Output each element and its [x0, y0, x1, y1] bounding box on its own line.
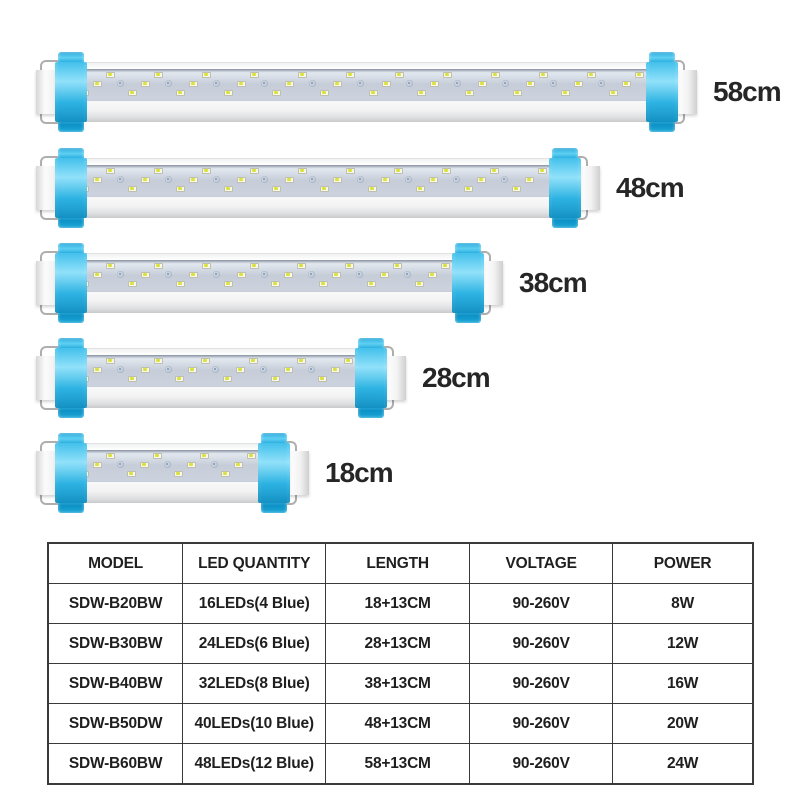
- white-led: [319, 281, 328, 287]
- white-led: [298, 72, 307, 78]
- end-cap-left: [58, 433, 84, 513]
- end-cap-right: [358, 338, 384, 418]
- lamp-body: [76, 62, 657, 122]
- white-led: [465, 90, 474, 96]
- white-led: [154, 72, 163, 78]
- lamp-body: [76, 348, 366, 408]
- white-led: [237, 272, 246, 278]
- white-led: [176, 90, 185, 96]
- white-led: [318, 376, 327, 382]
- table-cell: 48+13CM: [326, 704, 470, 744]
- end-cap-left: [58, 243, 84, 323]
- white-led: [513, 90, 522, 96]
- light-bar-48cm: [36, 148, 708, 228]
- light-bar-18cm: [36, 433, 417, 513]
- white-led: [320, 90, 329, 96]
- white-led: [174, 471, 183, 477]
- blue-led: [165, 271, 172, 278]
- white-led: [154, 168, 163, 174]
- blue-led: [357, 80, 364, 87]
- white-led: [284, 367, 293, 373]
- light-bar-38cm: [36, 243, 611, 323]
- white-led: [176, 281, 185, 287]
- white-led: [368, 186, 377, 192]
- white-led: [141, 272, 150, 278]
- white-led: [93, 367, 102, 373]
- table-cell: 20W: [613, 704, 753, 744]
- blue-led: [502, 80, 509, 87]
- white-led: [127, 471, 136, 477]
- table-cell: 24LEDs(6 Blue): [183, 624, 326, 664]
- white-led: [189, 81, 198, 87]
- table-cell: 28+13CM: [326, 624, 470, 664]
- white-led: [442, 168, 451, 174]
- white-led: [320, 186, 329, 192]
- white-led: [430, 81, 439, 87]
- white-led: [128, 376, 137, 382]
- end-cap-right: [261, 433, 287, 513]
- white-led: [106, 72, 115, 78]
- column-header: MODEL: [48, 543, 183, 584]
- blue-led: [117, 461, 124, 468]
- lamp-body: [76, 158, 560, 218]
- white-led: [250, 263, 259, 269]
- blue-led: [453, 176, 460, 183]
- lamp-body: [76, 443, 269, 503]
- white-led: [441, 263, 450, 269]
- white-led: [526, 81, 535, 87]
- white-led: [141, 177, 150, 183]
- blue-led: [405, 176, 412, 183]
- white-led: [428, 272, 437, 278]
- end-cap-left: [58, 52, 84, 132]
- blue-led: [165, 366, 172, 373]
- table-cell: 40LEDs(10 Blue): [183, 704, 326, 744]
- table-cell: 32LEDs(8 Blue): [183, 664, 326, 704]
- white-led: [525, 177, 534, 183]
- white-led: [332, 272, 341, 278]
- white-led: [140, 462, 149, 468]
- blue-led: [598, 80, 605, 87]
- white-led: [189, 272, 198, 278]
- column-header: LED QUANTITY: [183, 543, 326, 584]
- blue-led: [164, 461, 171, 468]
- white-led: [224, 281, 233, 287]
- blue-led: [260, 366, 267, 373]
- blue-led: [117, 176, 124, 183]
- led-panel: [78, 355, 364, 387]
- white-led: [234, 462, 243, 468]
- table-cell: 90-260V: [470, 624, 613, 664]
- white-led: [106, 263, 115, 269]
- blue-led: [501, 176, 508, 183]
- white-led: [271, 376, 280, 382]
- blue-led: [117, 80, 124, 87]
- white-led: [247, 453, 256, 459]
- white-led: [394, 168, 403, 174]
- led-panel: [78, 69, 655, 101]
- end-cap-right: [455, 243, 481, 323]
- white-led: [369, 90, 378, 96]
- white-led: [284, 272, 293, 278]
- white-led: [250, 168, 259, 174]
- column-header: LENGTH: [326, 543, 470, 584]
- white-led: [478, 81, 487, 87]
- table-row: [48, 744, 753, 785]
- white-led: [393, 263, 402, 269]
- light-bar-58cm: [36, 52, 800, 132]
- led-panel: [78, 260, 461, 292]
- blue-led: [211, 461, 218, 468]
- white-led: [609, 90, 618, 96]
- white-led: [202, 263, 211, 269]
- white-led: [106, 358, 115, 364]
- white-led: [380, 272, 389, 278]
- table-cell: SDW-B50DW: [48, 704, 183, 744]
- blue-led: [550, 80, 557, 87]
- white-led: [93, 81, 102, 87]
- length-label: 48cm: [616, 172, 684, 203]
- table-row: [48, 704, 753, 744]
- white-led: [333, 177, 342, 183]
- lamp-body: [76, 253, 463, 313]
- table-cell: 38+13CM: [326, 664, 470, 704]
- white-led: [367, 281, 376, 287]
- column-header: VOLTAGE: [470, 543, 613, 584]
- blue-led: [165, 176, 172, 183]
- table-row: [48, 624, 753, 664]
- end-cap-left: [58, 148, 84, 228]
- white-led: [106, 168, 115, 174]
- white-led: [490, 168, 499, 174]
- white-led: [491, 72, 500, 78]
- white-led: [153, 453, 162, 459]
- blue-led: [309, 176, 316, 183]
- white-led: [415, 281, 424, 287]
- white-led: [539, 72, 548, 78]
- white-led: [175, 376, 184, 382]
- white-led: [345, 263, 354, 269]
- white-led: [346, 72, 355, 78]
- white-led: [417, 90, 426, 96]
- blue-led: [261, 80, 268, 87]
- length-label: 58cm: [713, 76, 781, 107]
- blue-led: [309, 80, 316, 87]
- white-led: [635, 72, 644, 78]
- white-led: [346, 168, 355, 174]
- white-led: [93, 462, 102, 468]
- white-led: [331, 367, 340, 373]
- white-led: [272, 90, 281, 96]
- blue-led: [357, 176, 364, 183]
- white-led: [512, 186, 521, 192]
- white-led: [188, 367, 197, 373]
- light-bar-28cm: [36, 338, 514, 418]
- white-led: [271, 281, 280, 287]
- table-header-row: [48, 543, 753, 584]
- blue-led: [213, 271, 220, 278]
- white-led: [298, 168, 307, 174]
- white-led: [477, 177, 486, 183]
- blue-led: [308, 271, 315, 278]
- white-led: [382, 81, 391, 87]
- table-cell: 16LEDs(4 Blue): [183, 584, 326, 624]
- white-led: [443, 72, 452, 78]
- blue-led: [212, 366, 219, 373]
- table-cell: 90-260V: [470, 664, 613, 704]
- led-panel: [78, 450, 267, 482]
- white-led: [395, 72, 404, 78]
- white-led: [344, 358, 353, 364]
- blue-led: [308, 366, 315, 373]
- white-led: [272, 186, 281, 192]
- blue-led: [117, 366, 124, 373]
- white-led: [297, 358, 306, 364]
- table-cell: 24W: [613, 744, 753, 785]
- white-led: [381, 177, 390, 183]
- white-led: [587, 72, 596, 78]
- white-led: [187, 462, 196, 468]
- table-cell: SDW-B40BW: [48, 664, 183, 704]
- table-cell: 18+13CM: [326, 584, 470, 624]
- table-cell: SDW-B30BW: [48, 624, 183, 664]
- white-led: [285, 177, 294, 183]
- table-row: [48, 664, 753, 704]
- white-led: [416, 186, 425, 192]
- white-led: [201, 358, 210, 364]
- blue-led: [406, 80, 413, 87]
- white-led: [221, 471, 230, 477]
- length-label: 28cm: [422, 362, 490, 393]
- blue-led: [165, 80, 172, 87]
- white-led: [574, 81, 583, 87]
- blue-led: [261, 271, 268, 278]
- white-led: [250, 72, 259, 78]
- white-led: [622, 81, 631, 87]
- blue-led: [261, 176, 268, 183]
- white-led: [249, 358, 258, 364]
- white-led: [141, 367, 150, 373]
- white-led: [297, 263, 306, 269]
- end-cap-left: [58, 338, 84, 418]
- table-cell: 48LEDs(12 Blue): [183, 744, 326, 785]
- white-led: [236, 367, 245, 373]
- blue-led: [213, 176, 220, 183]
- table-cell: SDW-B20BW: [48, 584, 183, 624]
- blue-led: [454, 80, 461, 87]
- table-cell: 58+13CM: [326, 744, 470, 785]
- table-cell: 90-260V: [470, 584, 613, 624]
- column-header: POWER: [613, 543, 753, 584]
- white-led: [285, 81, 294, 87]
- white-led: [93, 177, 102, 183]
- white-led: [202, 72, 211, 78]
- blue-led: [117, 271, 124, 278]
- white-led: [128, 281, 137, 287]
- white-led: [237, 81, 246, 87]
- white-led: [202, 168, 211, 174]
- white-led: [154, 263, 163, 269]
- white-led: [561, 90, 570, 96]
- table-cell: 12W: [613, 624, 753, 664]
- white-led: [224, 90, 233, 96]
- white-led: [128, 90, 137, 96]
- blue-led: [356, 271, 363, 278]
- white-led: [333, 81, 342, 87]
- white-led: [154, 358, 163, 364]
- white-led: [224, 186, 233, 192]
- white-led: [237, 177, 246, 183]
- blue-led: [213, 80, 220, 87]
- end-cap-right: [649, 52, 675, 132]
- white-led: [106, 453, 115, 459]
- length-label: 18cm: [325, 457, 393, 488]
- white-led: [538, 168, 547, 174]
- table-cell: SDW-B60BW: [48, 744, 183, 785]
- white-led: [200, 453, 209, 459]
- led-panel: [78, 165, 558, 197]
- table-cell: 90-260V: [470, 704, 613, 744]
- white-led: [93, 272, 102, 278]
- white-led: [223, 376, 232, 382]
- table-row: [48, 584, 753, 624]
- end-cap-right: [552, 148, 578, 228]
- table-cell: 90-260V: [470, 744, 613, 785]
- white-led: [176, 186, 185, 192]
- blue-led: [404, 271, 411, 278]
- length-label: 38cm: [519, 267, 587, 298]
- white-led: [189, 177, 198, 183]
- white-led: [464, 186, 473, 192]
- spec-table: [47, 542, 754, 785]
- white-led: [429, 177, 438, 183]
- white-led: [141, 81, 150, 87]
- table-cell: 8W: [613, 584, 753, 624]
- table-cell: 16W: [613, 664, 753, 704]
- white-led: [128, 186, 137, 192]
